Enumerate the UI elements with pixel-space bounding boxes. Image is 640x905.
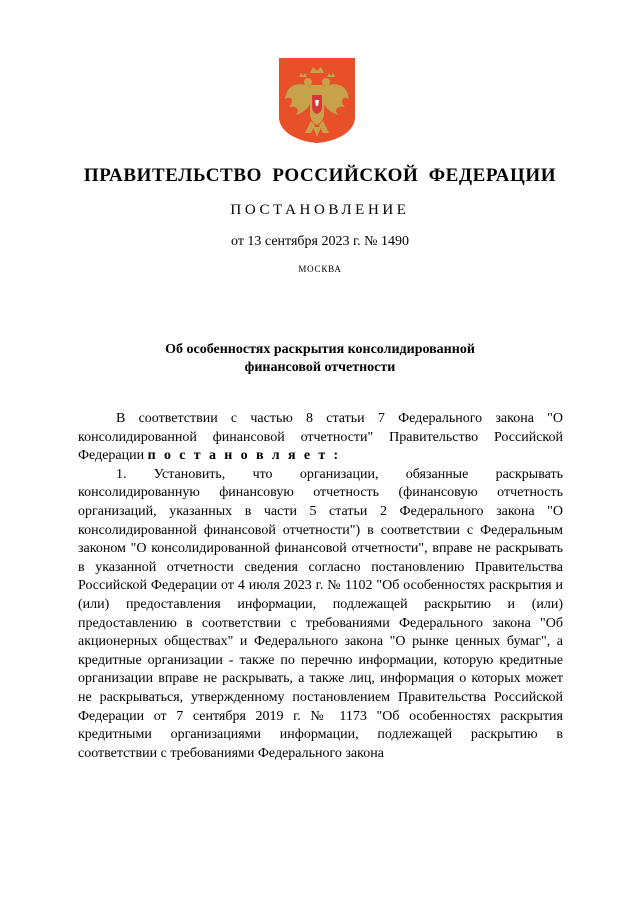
document-title-line-2: финансовой отчетности (244, 360, 396, 375)
preamble-text: В соответствии с частью 8 статьи 7 Федерального закона "О консолидированной финансовой отчетности" Правительство Российской Федерации (78, 411, 563, 464)
clause-1-paragraph: 1. Установить, что организации, обязанные раскрывать консолидированную финансовую отчетность (финансовую отчетность организаций, указанных в части 5 статьи 2 Федерального закона "О консолидированной финансовой отчетности") в соответствии с Федеральным законом "О консолидированной финансовой отчетности", вправе не раскрывать в указанной отчетности сведения согласно постановлению Правительства Российской Федерации от 4 июля 2023 г. № 1102 "Об особенностях раскрытия и (или) предоставления информации, подлежащей раскрытию и (или) предоставлению в соответствии с требованиями Федерального закона "Об акционерных обществах" и Федерального закона "О рынке ценных бумаг", а кредитные организации - также по перечню информации, которую кредитные организации вправе не раскрывать, а также лиц, информация о которых может не раскрываться, утвержденному постановлением Правительства Российской Федерации от 7 сентября 2019 г. № 1173 "Об особенностях раскрытия кредитными организациями информации, подлежащей раскрытию в соответствии с требованиями Федерального закона (78, 466, 563, 761)
document-body (78, 410, 563, 763)
russian-coat-of-arms-icon (275, 55, 359, 145)
document-title-line-1: Об особенностях раскрытия консолидированной (165, 342, 475, 357)
document-type: ПОСТАНОВЛЕНИЕ (230, 202, 410, 218)
document-date-number: от 13 сентября 2023 г. № 1490 (231, 234, 409, 249)
issuing-authority: ПРАВИТЕЛЬСТВО РОССИЙСКОЙ ФЕДЕРАЦИИ (83, 165, 557, 186)
city: МОСКВА (298, 264, 342, 274)
preamble-paragraph (78, 410, 563, 466)
decree-word: п о с т а н о в л я е т : (147, 448, 341, 464)
document-title (120, 341, 520, 377)
